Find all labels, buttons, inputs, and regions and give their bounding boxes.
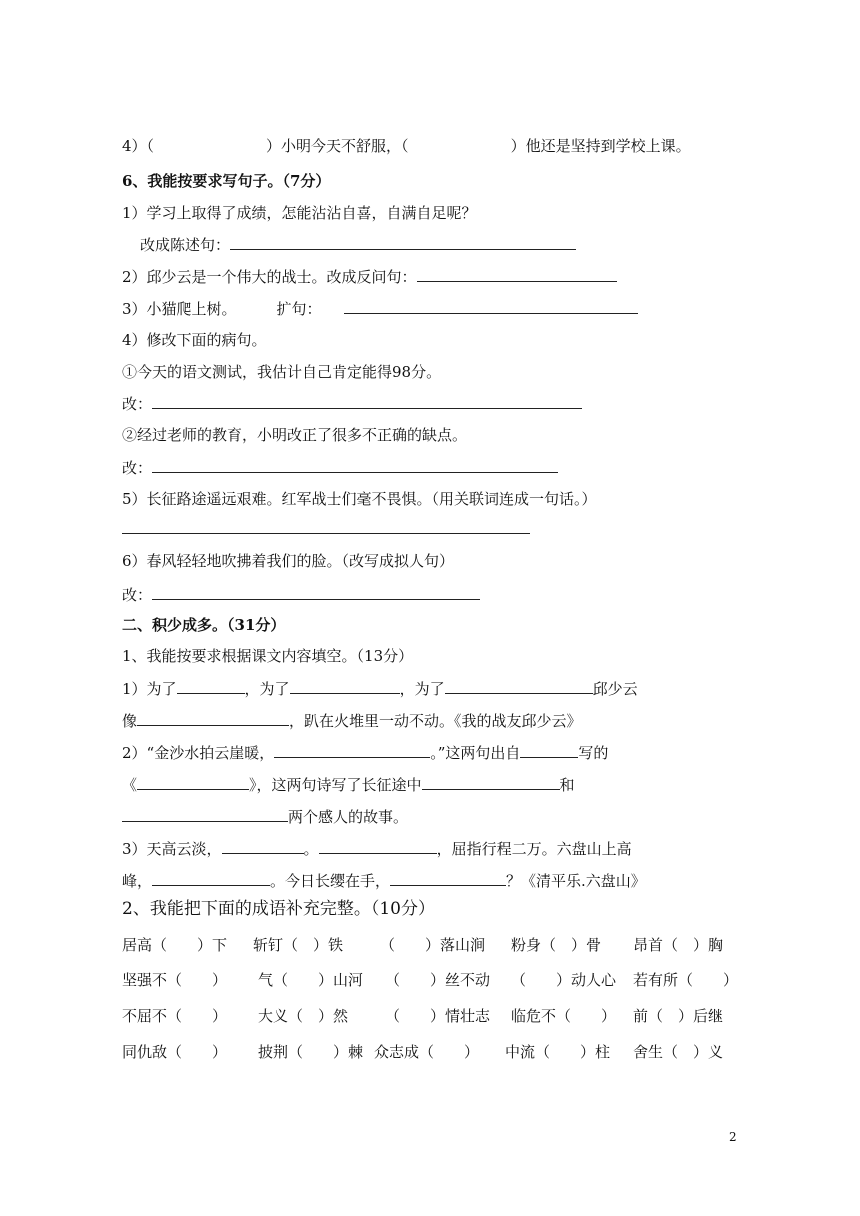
text: 。”这两句出自 (430, 744, 521, 762)
text: 像 (122, 712, 138, 730)
answer-blank[interactable] (417, 266, 617, 282)
idiom-item: 前（ ）后继 (633, 1007, 724, 1025)
section-2-title: 二、积少成多。（31分） (122, 616, 286, 634)
idiom-item: 昂首（ ）胸 (633, 936, 724, 954)
question-4-line (122, 136, 691, 156)
q4-start: 4）（ (122, 137, 155, 155)
sentence-2 (122, 266, 617, 287)
answer-blank[interactable] (422, 774, 560, 790)
answer-blank[interactable] (122, 518, 530, 534)
sentence-3-prompt: 扩句： (276, 300, 322, 318)
sentence-1-answer (140, 234, 576, 255)
idiom-item: 斩钉（ ）铁 (253, 936, 344, 954)
answer-blank[interactable] (344, 298, 638, 314)
answer-blank[interactable] (177, 678, 245, 694)
text: ，为了 (399, 680, 445, 698)
idiom-item: 临危不（ ） (511, 1007, 617, 1025)
fill-1-line-1 (122, 678, 638, 699)
fix-label: 改： (122, 459, 153, 477)
answer-blank[interactable] (290, 678, 400, 694)
fix-label: 改： (122, 586, 153, 604)
sentence-5-answer (122, 518, 530, 539)
idiom-item: 中流（ ）柱 (505, 1043, 611, 1061)
text: 峰， (122, 872, 153, 890)
fill-3-line-1 (122, 838, 632, 859)
answer-blank[interactable] (152, 393, 582, 409)
sentence-4-title: 4）修改下面的病句。 (122, 331, 267, 349)
idiom-item: 大义（ ）然 (258, 1007, 349, 1025)
text: 3）天高云淡， (122, 840, 222, 858)
answer-blank[interactable] (390, 870, 506, 886)
sentence-2-text: 2）邱少云是一个伟大的战士。改成反问句： (122, 268, 417, 286)
text: ？《清平乐.六盘山》 (506, 872, 646, 890)
sentence-3-text: 3）小猫爬上树。 (122, 300, 237, 318)
idiom-item: （ ）情壮志 (385, 1007, 491, 1025)
answer-blank[interactable] (274, 742, 430, 758)
answer-blank[interactable] (152, 584, 480, 600)
text: 写的 (578, 744, 609, 762)
idiom-item: 舍生（ ）义 (633, 1043, 724, 1061)
section-6-title: 6、我能按要求写句子。（7分） (122, 172, 331, 190)
fill-2-line-2 (122, 774, 575, 795)
text: ，屈指行程二万。六盘山上高 (436, 840, 632, 858)
sentence-4b-fix (122, 457, 558, 478)
q4-end: ）他还是坚持到学校上课。 (510, 137, 691, 155)
answer-blank[interactable] (137, 710, 289, 726)
sentence-4a-fix (122, 393, 582, 414)
fill-2-line-1 (122, 742, 608, 763)
idiom-item: （ ）丝不动 (385, 971, 491, 989)
idiom-item: 居高（ ）下 (122, 936, 228, 954)
text: ，趴在火堆里一动不动。《我的战友邱少云》 (289, 712, 582, 730)
sentence-3 (122, 298, 638, 319)
answer-blank[interactable] (520, 742, 578, 758)
fill-question-1: 1、我能按要求根据课文内容填空。（13分） (122, 647, 414, 665)
answer-blank[interactable] (152, 457, 558, 473)
answer-blank[interactable] (152, 870, 270, 886)
answer-blank[interactable] (122, 806, 288, 822)
fill-1-line-2 (122, 710, 582, 731)
idiom-item: 气（ ）山河 (258, 971, 364, 989)
sentence-4a: ①今天的语文测试，我估计自己肯定能得98分。 (122, 363, 442, 381)
text: 。 (303, 840, 319, 858)
text: 两个感人的故事。 (288, 808, 409, 826)
fill-2-line-3 (122, 806, 408, 827)
idiom-item: 若有所（ ） (633, 971, 739, 989)
idiom-item: 坚强不（ ） (122, 971, 228, 989)
fill-question-2: 2、我能把下面的成语补充完整。（10分） (122, 899, 435, 919)
sentence-6-fix (122, 584, 480, 605)
idiom-item: 不屈不（ ） (122, 1007, 228, 1025)
text: ，为了 (244, 680, 290, 698)
text: 《 (122, 776, 138, 794)
fix-label: 改： (122, 395, 153, 413)
idiom-item: （ ）动人心 (511, 971, 617, 989)
text: 1）为了 (122, 680, 177, 698)
q4-mid: ）小明今天不舒服，（ (266, 137, 409, 155)
idiom-item: 披荆（ ）棘 (258, 1043, 364, 1061)
sentence-5: 5）长征路途遥远艰难。红军战士们毫不畏惧。（用关联词连成一句话。） (122, 490, 597, 508)
answer-blank[interactable] (230, 234, 576, 250)
idiom-item: 同仇敌（ ） (122, 1043, 228, 1061)
answer-blank[interactable] (137, 774, 249, 790)
answer-blank[interactable] (319, 838, 437, 854)
sentence-1-prompt: 改成陈述句： (140, 236, 231, 254)
text: 。今日长缨在手， (270, 872, 391, 890)
idiom-item: （ ）落山涧 (380, 936, 486, 954)
text: 》，这两句诗写了长征途中 (249, 776, 422, 794)
text: 2）“金沙水拍云崖暖， (122, 744, 275, 762)
sentence-1: 1）学习上取得了成绩，怎能沾沾自喜，自满自足呢？ (122, 204, 477, 222)
answer-blank[interactable] (222, 838, 304, 854)
text: 邱少云 (592, 680, 638, 698)
sentence-4b: ②经过老师的教育，小明改正了很多不正确的缺点。 (122, 426, 468, 444)
idiom-item: 粉身（ ）骨 (511, 936, 602, 954)
page-number: 2 (729, 1130, 737, 1144)
idiom-item: 众志成（ ） (374, 1043, 480, 1061)
fill-3-line-2 (122, 870, 646, 891)
answer-blank[interactable] (445, 678, 593, 694)
sentence-6: 6）春风轻轻地吹拂着我们的脸。（改写成拟人句） (122, 552, 455, 570)
text: 和 (559, 776, 575, 794)
